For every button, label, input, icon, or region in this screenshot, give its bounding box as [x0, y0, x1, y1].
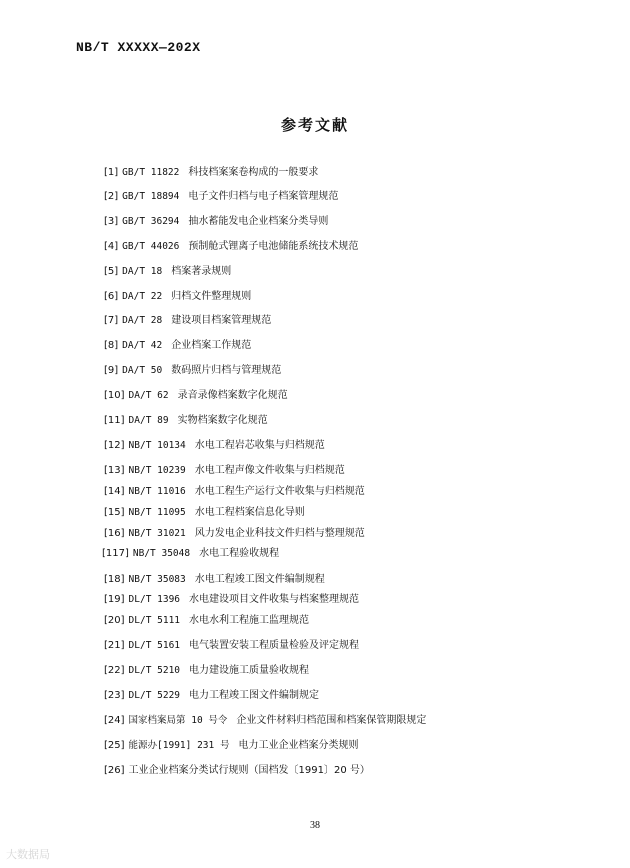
reference-title: 水电工程岩芯收集与归档规范 — [194, 440, 325, 451]
reference-title: 电力建设施工质量验收规程 — [189, 665, 310, 676]
reference-code: GB/T 44026 — [122, 241, 180, 252]
reference-code: DA/T 22 — [122, 291, 163, 302]
reference-item — [104, 287, 251, 302]
reference-code: GB/T 36294 — [122, 216, 180, 227]
reference-code: DA/T 50 — [122, 365, 163, 376]
reference-number: [15] — [104, 507, 125, 518]
reference-code: NB/T 11095 — [128, 507, 186, 518]
reference-number: [1] — [104, 167, 119, 178]
reference-title: 工业企业档案分类试行规则（国档发〔1991〕20 号） — [128, 765, 370, 776]
reference-code: NB/T 35083 — [128, 574, 186, 585]
reference-item — [104, 411, 268, 426]
reference-item — [104, 212, 328, 227]
reference-item — [104, 187, 338, 202]
reference-title: 数码照片归档与管理规范 — [171, 365, 282, 376]
reference-item — [104, 386, 288, 401]
section-title: 参考文献 — [280, 116, 349, 134]
reference-title: 录音录像档案数字化规范 — [177, 390, 288, 401]
reference-number: [117] — [102, 548, 129, 559]
reference-code: DA/T 42 — [122, 340, 163, 351]
reference-code: DA/T 28 — [122, 315, 163, 326]
reference-title: 水电工程竣工图文件编制规程 — [194, 574, 325, 585]
reference-title: 抽水蓄能发电企业档案分类导则 — [188, 216, 329, 227]
reference-number: [23] — [104, 690, 125, 701]
reference-number: [14] — [104, 486, 125, 497]
reference-title: 水电水利工程施工监理规范 — [189, 615, 310, 626]
reference-title: 电力工程竣工图文件编制规定 — [189, 690, 320, 701]
reference-title: 档案著录规则 — [171, 266, 232, 277]
reference-title: 电气装置安装工程质量检验及评定规程 — [189, 640, 360, 651]
reference-item — [104, 163, 318, 178]
reference-code: 能源办[1991] 231 号 — [128, 740, 230, 751]
reference-title: 电子文件归档与电子档案管理规范 — [188, 191, 339, 202]
reference-number: [6] — [104, 291, 119, 302]
reference-item — [104, 237, 358, 252]
reference-number: [2] — [104, 191, 119, 202]
standard-code-header: NB/T XXXXX—202X — [76, 40, 201, 55]
reference-number: [25] — [104, 740, 125, 751]
reference-code: DL/T 1396 — [128, 594, 181, 605]
reference-title: 科技档案案卷构成的一般要求 — [188, 167, 319, 178]
reference-code: DL/T 5229 — [128, 690, 181, 701]
reference-number: [4] — [104, 241, 119, 252]
reference-number: [11] — [104, 415, 125, 426]
reference-code: NB/T 31021 — [128, 528, 186, 539]
reference-item — [104, 570, 325, 585]
reference-title: 电力工业企业档案分类规则 — [238, 740, 359, 751]
reference-code: DL/T 5111 — [128, 615, 181, 626]
reference-item — [104, 361, 281, 376]
reference-item — [104, 661, 309, 676]
reference-title: 水电建设项目文件收集与档案整理规范 — [189, 594, 360, 605]
reference-number: [22] — [104, 665, 125, 676]
reference-item — [104, 461, 345, 476]
reference-number: [7] — [104, 315, 119, 326]
reference-code: GB/T 11822 — [122, 167, 180, 178]
reference-item — [104, 482, 365, 497]
reference-title: 水电工程档案信息化导则 — [194, 507, 305, 518]
reference-code: NB/T 11016 — [128, 486, 186, 497]
reference-number: [18] — [104, 574, 125, 585]
reference-number: [19] — [104, 594, 125, 605]
reference-code: GB/T 18894 — [122, 191, 180, 202]
reference-item — [104, 761, 370, 776]
reference-code: NB/T 10134 — [128, 440, 186, 451]
reference-code: DA/T 18 — [122, 266, 163, 277]
reference-number: [16] — [104, 528, 125, 539]
reference-title: 水电工程声像文件收集与归档规范 — [194, 465, 345, 476]
reference-title: 风力发电企业科技文件归档与整理规范 — [194, 528, 365, 539]
reference-title: 实物档案数字化规范 — [177, 415, 268, 426]
reference-item — [102, 544, 279, 559]
reference-item — [104, 686, 319, 701]
reference-number: [5] — [104, 266, 119, 277]
reference-number: [10] — [104, 390, 125, 401]
reference-item — [104, 262, 231, 277]
reference-code: DL/T 5210 — [128, 665, 181, 676]
reference-title: 水电工程验收规程 — [199, 548, 280, 559]
reference-number: [20] — [104, 615, 125, 626]
reference-number: [9] — [104, 365, 119, 376]
reference-title: 建设项目档案管理规范 — [171, 315, 272, 326]
reference-item — [104, 503, 305, 518]
reference-item — [104, 636, 359, 651]
reference-item — [104, 311, 271, 326]
reference-item — [104, 590, 359, 605]
reference-code: DL/T 5161 — [128, 640, 181, 651]
reference-item — [104, 736, 358, 751]
reference-title: 归档文件整理规则 — [171, 291, 252, 302]
reference-item — [104, 711, 426, 726]
reference-item — [104, 611, 309, 626]
reference-number: [3] — [104, 216, 119, 227]
reference-code: 国家档案局第 10 号令 — [128, 715, 228, 726]
reference-code: DA/T 89 — [128, 415, 169, 426]
reference-title: 预制舱式锂离子电池储能系统技术规范 — [188, 241, 359, 252]
reference-title: 企业文件材料归档范围和档案保管期限规定 — [236, 715, 427, 726]
reference-number: [24] — [104, 715, 125, 726]
reference-code: DA/T 62 — [128, 390, 169, 401]
reference-number: [8] — [104, 340, 119, 351]
reference-title: 水电工程生产运行文件收集与归档规范 — [194, 486, 365, 497]
reference-code: NB/T 35048 — [132, 548, 191, 559]
reference-item — [104, 524, 365, 539]
reference-code: NB/T 10239 — [128, 465, 186, 476]
reference-number: [13] — [104, 465, 125, 476]
reference-item — [104, 336, 251, 351]
reference-number: [21] — [104, 640, 125, 651]
page-number: 38 — [310, 820, 320, 831]
reference-title: 企业档案工作规范 — [171, 340, 252, 351]
watermark-text: 大数据局 — [6, 848, 50, 861]
reference-item — [104, 436, 325, 451]
reference-number: [12] — [104, 440, 125, 451]
reference-number: [26] — [104, 765, 125, 776]
